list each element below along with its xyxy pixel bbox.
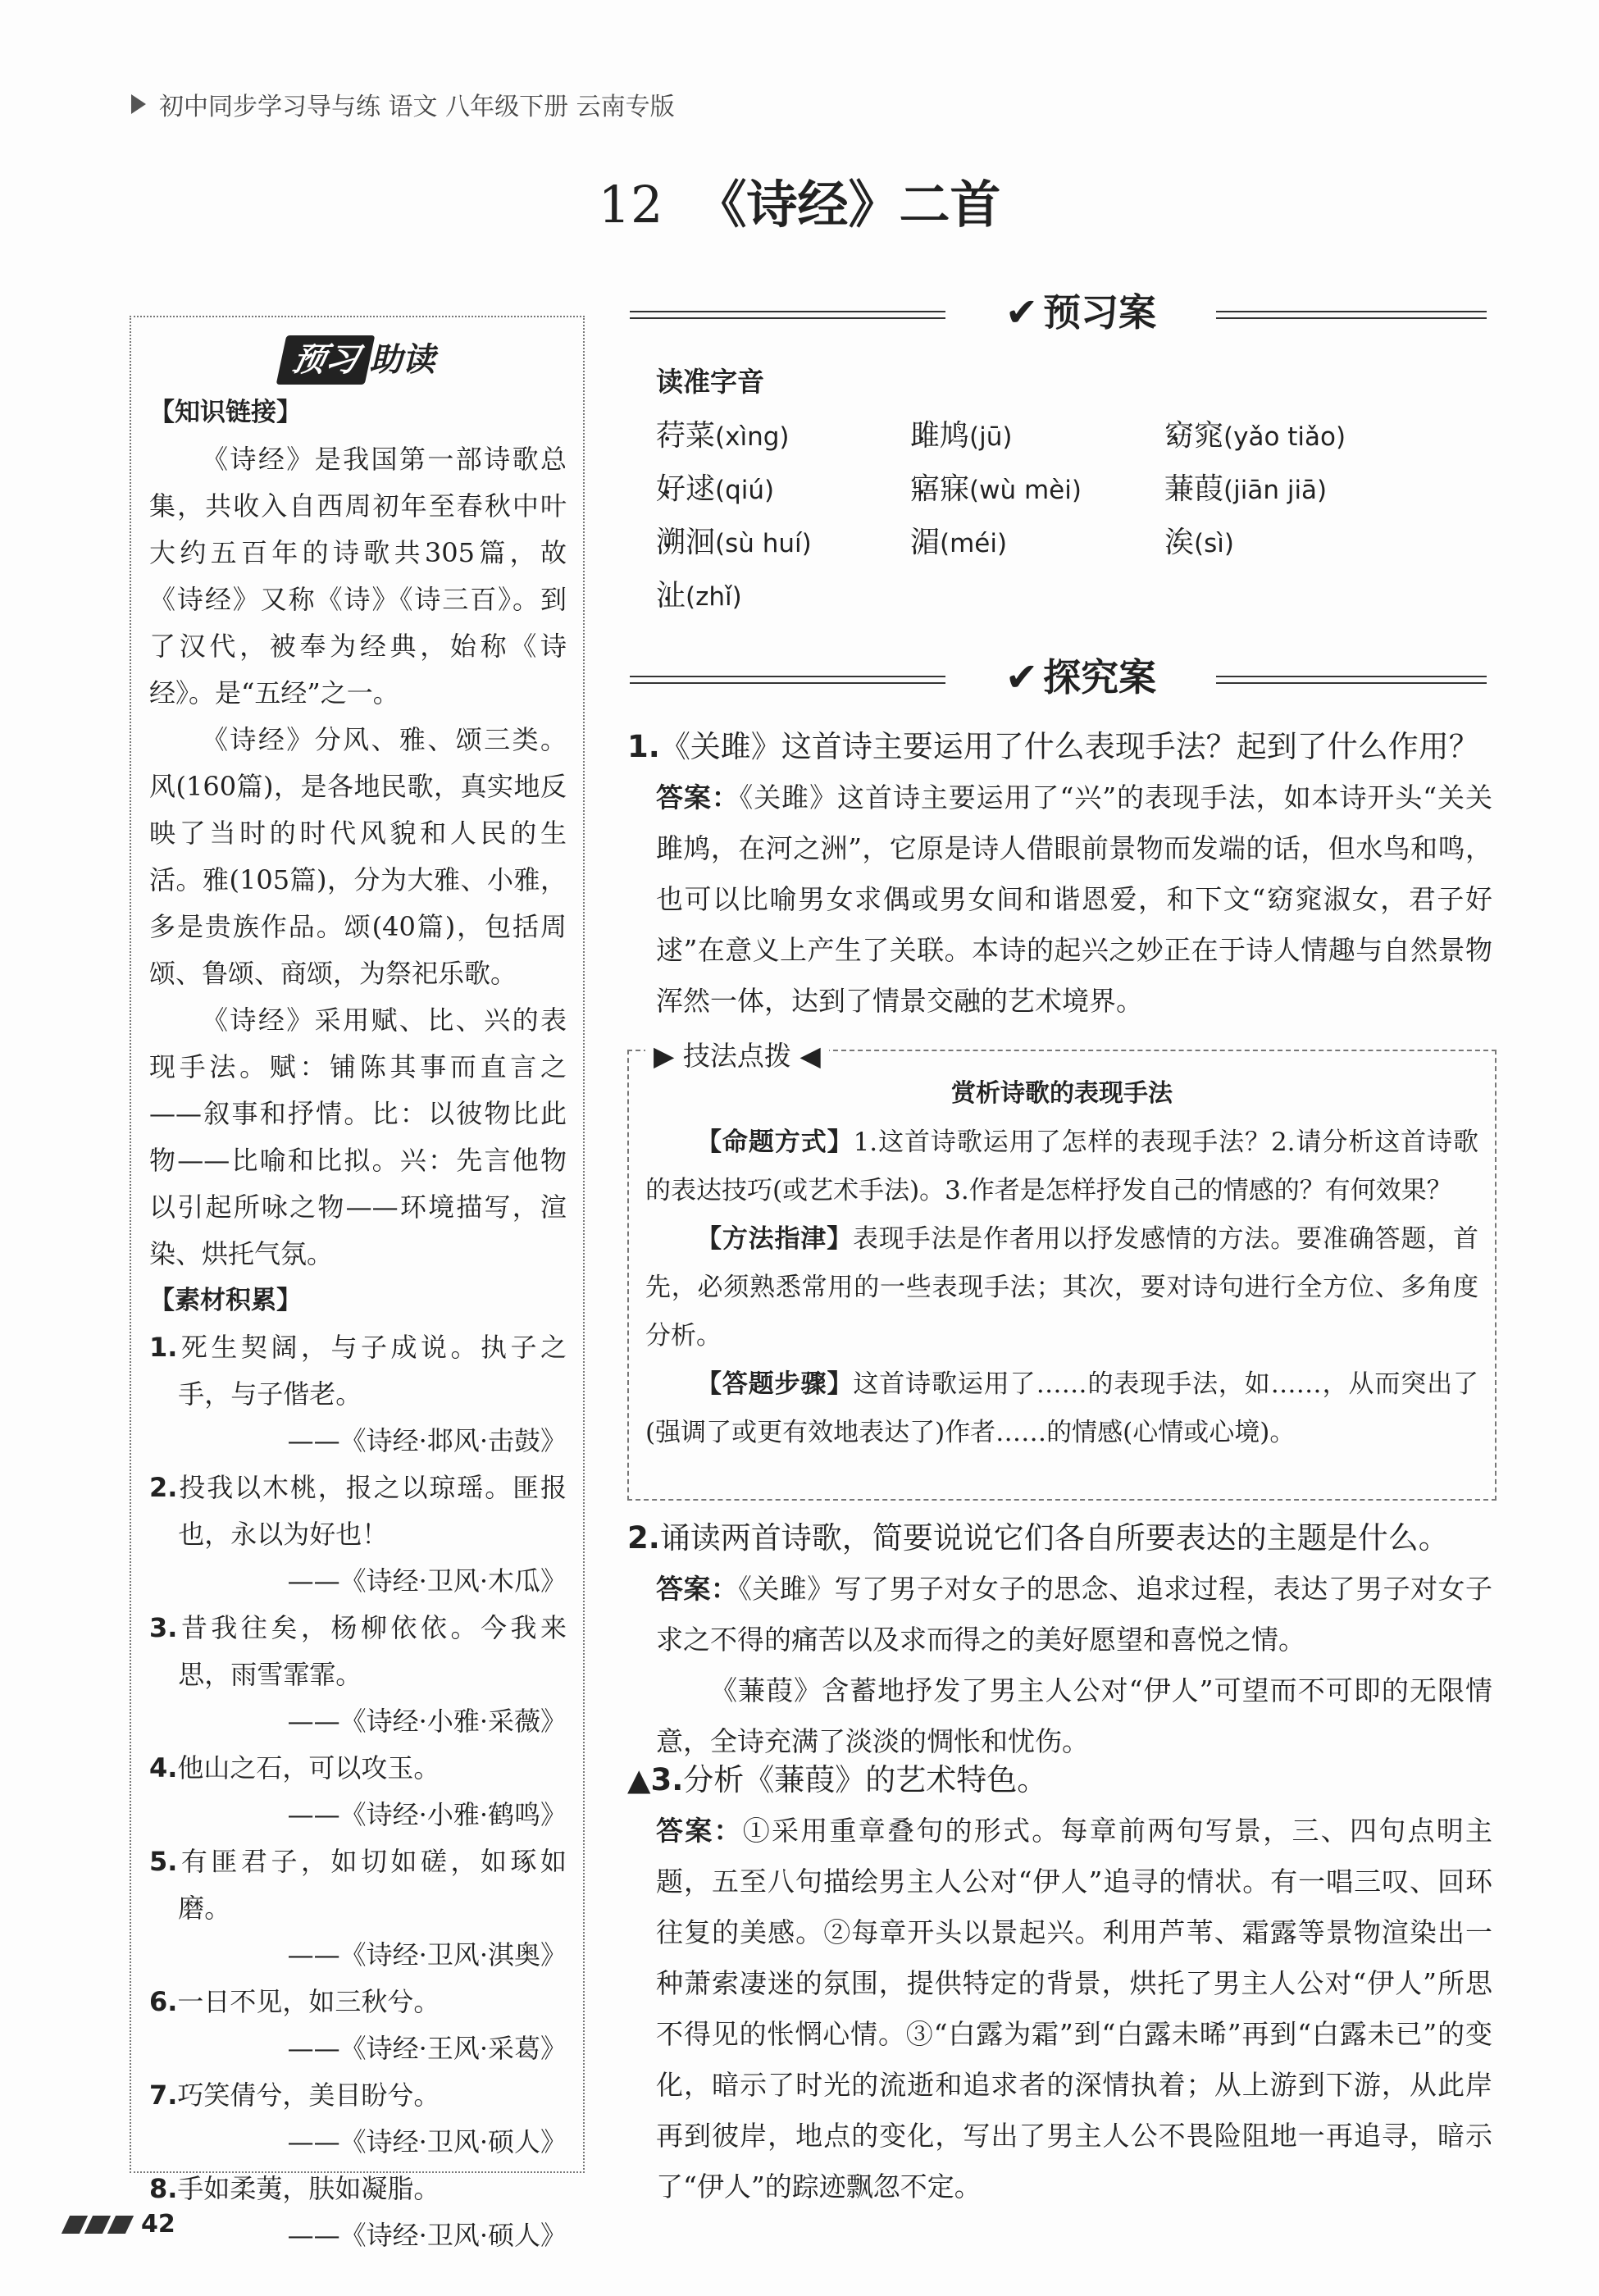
page-number: 42 xyxy=(141,2210,175,2239)
quote-item: 6.一日不见，如三秋兮。 xyxy=(149,1986,440,2017)
quote-item: 7.巧笑倩兮，美目盼兮。 xyxy=(149,2080,440,2111)
answer-2: 答案：《关雎》写了男子对女子的思念、追求过程，表达了男子对女子求之不得的痛苦以及求而得之的美好愿望和喜悦之情。 《蒹葭》含蓄地抒发了男主人公对“伊人”可望而不可即的无限情意，全诗充满了淡淡的惆怅和忧伤。 xyxy=(656,1573,1493,1757)
question-2: 2.诵读两首诗歌，简要说说它们各自所要表达的主题是什么。 xyxy=(627,1520,1449,1556)
checkmark-icon: ✔ xyxy=(1004,289,1039,335)
pinyin-item: 寤寐 ·(wù mèi) xyxy=(910,463,1164,517)
running-title: 初中同步学习导与练 语文 八年级下册 云南专版 xyxy=(159,93,675,121)
stripes-icon xyxy=(66,2216,130,2234)
technique-tip-title: 赏析诗歌的表现手法 xyxy=(951,1079,1173,1108)
method-guide-paragraph: 【方法指津】表现手法是作者用以抒发感情的方法。要准确答题，首先，必须熟悉常用的一些表现手法；其次，要对诗句进行全方位、多角度分析。 xyxy=(645,1224,1479,1351)
quote-source: ——《诗经·卫风·木瓜》 xyxy=(287,1565,567,1597)
quote-source: ——《诗经·卫风·淇奥》 xyxy=(287,1939,567,1970)
quote-item: 8.手如柔荑，肤如凝脂。 xyxy=(149,2173,440,2204)
quote-item: 3.昔我往矣，杨柳依依。今我来思，雨雪霏霏。 xyxy=(149,1612,567,1690)
preview-reading-heading xyxy=(149,335,567,385)
pinyin-item: 蒹葭 ·(jiān jiā) xyxy=(1164,463,1419,517)
answer-1: 答案：《关雎》这首诗主要运用了“兴”的表现手法，如本诗开头“关关雎鸠，在河之洲”，它原是诗人借眼前景物而发端的话，但水鸟和鸣，也可以比喻男女求偶或男女间和谐恩爱，和下文“窈窕淑女，君子好逑”在意义上产生了关联。本诗的起兴之妙正在于诗人情趣与自然景物浑然一体，达到了情景交融的艺术境界。 xyxy=(656,781,1492,1017)
knowledge-paragraph-1: 《诗经》是我国第一部诗歌总集，共收入自西周初年至春秋中叶大约五百年的诗歌共305篇，故《诗经》又称《诗》《诗三百》。到了汉代，被奉为经典，始称《诗经》。是“五经”之一。 xyxy=(149,444,567,708)
pinyin-item: 湄 ·(méi) xyxy=(910,517,1164,570)
checkmark-icon: ✔ xyxy=(1004,654,1039,700)
explore-band xyxy=(630,648,1487,705)
chapter-name: 《诗经》二首 xyxy=(695,175,1001,235)
quote-item: 1.死生契阔，与子成说。执子之手，与子偕老。 xyxy=(149,1332,567,1410)
triangle-icon xyxy=(131,94,146,114)
chapter-number: 12 xyxy=(598,175,663,235)
pronunciation-heading: 读准字音 xyxy=(656,366,764,398)
chapter-title xyxy=(0,164,1599,237)
quote-source: ——《诗经·小雅·采薇》 xyxy=(287,1706,567,1737)
technique-tip-tag: ▶ 技法点拨 ◀ xyxy=(645,1032,829,1080)
quote-item: 5.有匪君子，如切如磋，如琢如磨。 xyxy=(149,1846,567,1924)
knowledge-paragraph-3: 《诗经》采用赋、比、兴的表现手法。赋：铺陈其事而直言之——叙事和抒情。比：以彼物比此物——比喻和比拟。兴：先言他物以引起所咏之物——环境描写，渲染、烘托气氛。 xyxy=(149,1004,567,1269)
quote-item: 4.他山之石，可以攻玉。 xyxy=(149,1752,440,1784)
pinyin-item: 溯洄 ·(sù huí) xyxy=(656,517,910,570)
pronunciation-grid xyxy=(656,410,1476,623)
quote-source: ——《诗经·小雅·鹤鸣》 xyxy=(287,1799,567,1830)
quote-source: ——《诗经·卫风·硕人》 xyxy=(287,2220,567,2251)
quote-item: 2.投我以木桃，报之以琼瑶。匪报也，永以为好也！ xyxy=(149,1472,567,1550)
preview-band-label: ✔ 预习案 xyxy=(945,283,1216,337)
question-format-paragraph: 【命题方式】1.这首诗歌运用了怎样的表现手法？2.请分析这首诗歌的表达技巧(或艺术手法)。3.作者是怎样抒发自己的情感的？有何效果？ xyxy=(645,1128,1479,1205)
pinyin-item: 涘 ·(sì) xyxy=(1164,517,1419,570)
pinyin-item: 窈窕 ·(yǎo tiǎo) xyxy=(1164,410,1419,463)
preview-suffix: 助读 xyxy=(369,340,435,379)
quote-source: ——《诗经·卫风·硕人》 xyxy=(287,2126,567,2157)
knowledge-paragraph-2: 《诗经》分风、雅、颂三类。风(160篇)，是各地民歌，真实地反映了当时的时代风貌和人民的生活。雅(105篇)，分为大雅、小雅，多是贵族作品。颂(40篇)，包括周颂、鲁颂、商颂，为祭祀乐歌。 xyxy=(149,724,567,989)
material-heading: 【素材积累】 xyxy=(149,1286,302,1315)
question-3: ▲3.分析《蒹葭》的艺术特色。 xyxy=(627,1762,1048,1797)
page-footer xyxy=(66,2210,175,2239)
pinyin-item: 荇菜 ·(xìng) xyxy=(656,410,910,463)
answer-3: 答案：①采用重章叠句的形式。每章前两句写景，三、四句点明主题，五至八句描绘男主人公对“伊人”追寻的情状。有一唱三叹、回环往复的美感。②每章开头以景起兴。利用芦苇、霜露等景物渲染出一种萧索凄迷的氛围，提供特定的背景，烘托了男主人公对“伊人”所思不得见的怅惘心情。③“白露为霜”到“白露未晞”再到“白露未已”的变化，暗示了时光的流逝和追求者的深情执着；从上游到下游，从此岸再到彼岸，地点的变化，写出了男主人公不畏险阻地一再追寻，暗示了“伊人”的踪迹飘忽不定。 xyxy=(656,1815,1492,2203)
answer-steps-paragraph: 【答题步骤】这首诗歌运用了……的表现手法，如……，从而突出了(强调了或更有效地表达了)作者……的情感(心情或心境)。 xyxy=(645,1369,1479,1447)
question-1: 1.《关雎》这首诗主要运用了什么表现手法？起到了什么作用？ xyxy=(627,729,1479,764)
preview-band xyxy=(630,283,1487,340)
knowledge-link-heading: 【知识链接】 xyxy=(149,398,302,427)
quote-source: ——《诗经·邶风·击鼓》 xyxy=(287,1425,567,1456)
running-header xyxy=(131,86,675,122)
technique-tip-box xyxy=(627,1040,1496,1501)
pinyin-item: 雎鸠 ·(jū) xyxy=(910,410,1164,463)
explore-band-label: ✔ 探究案 xyxy=(945,648,1216,702)
quote-source: ——《诗经·王风·采葛》 xyxy=(287,2033,567,2064)
pinyin-item: 好逑 ·(qiú) xyxy=(656,463,910,517)
pinyin-item: 沚 ·(zhǐ) xyxy=(656,570,910,623)
preview-badge: 预习 xyxy=(276,335,375,385)
